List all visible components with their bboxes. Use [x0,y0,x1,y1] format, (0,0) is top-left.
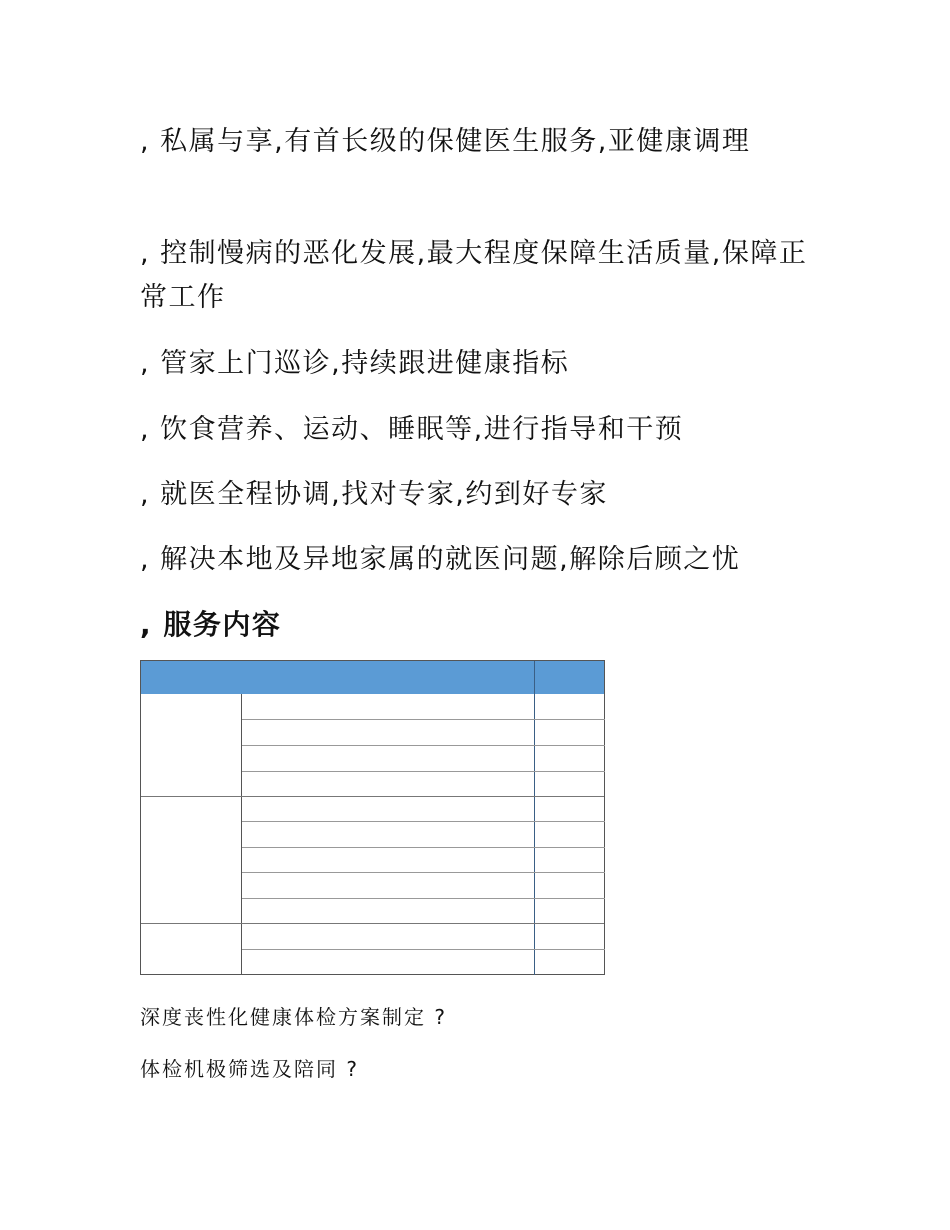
table-col-divider-1 [241,694,242,975]
paragraph-4: , 饮食营养、运动、睡眠等,进行指导和干预 [140,414,684,445]
table-row-line [242,898,605,899]
table-row-line [242,821,605,822]
table-row-line [242,872,605,873]
service-table [140,660,605,975]
table-row-line [242,847,605,848]
paragraph-5: , 就医全程协调,找对专家,约到好专家 [140,479,608,510]
section-heading: , 服务内容 [140,608,282,641]
paragraph-3: , 管家上门巡诊,持续跟进健康指标 [140,348,570,379]
table-row-line [242,771,605,772]
table-group-line [141,923,604,924]
table-row-line [242,949,605,950]
table-col-divider-2 [534,661,535,975]
table-row-line [242,745,605,746]
table-row-line [242,719,605,720]
table-group-line [141,796,604,797]
paragraph-6: , 解决本地及异地家属的就医问题,解除后顾之忧 [140,544,741,575]
service-item-2: 体检机极筛选及陪同 ? [140,1057,359,1081]
paragraph-2: , 控制慢病的恶化发展,最大程度保障生活质量,保障正常工作 [140,238,808,313]
paragraph-1: , 私属与享,有首长级的保健医生服务,亚健康调理 [140,126,751,157]
service-item-1: 深度丧性化健康体检方案制定 ? [140,1005,447,1029]
